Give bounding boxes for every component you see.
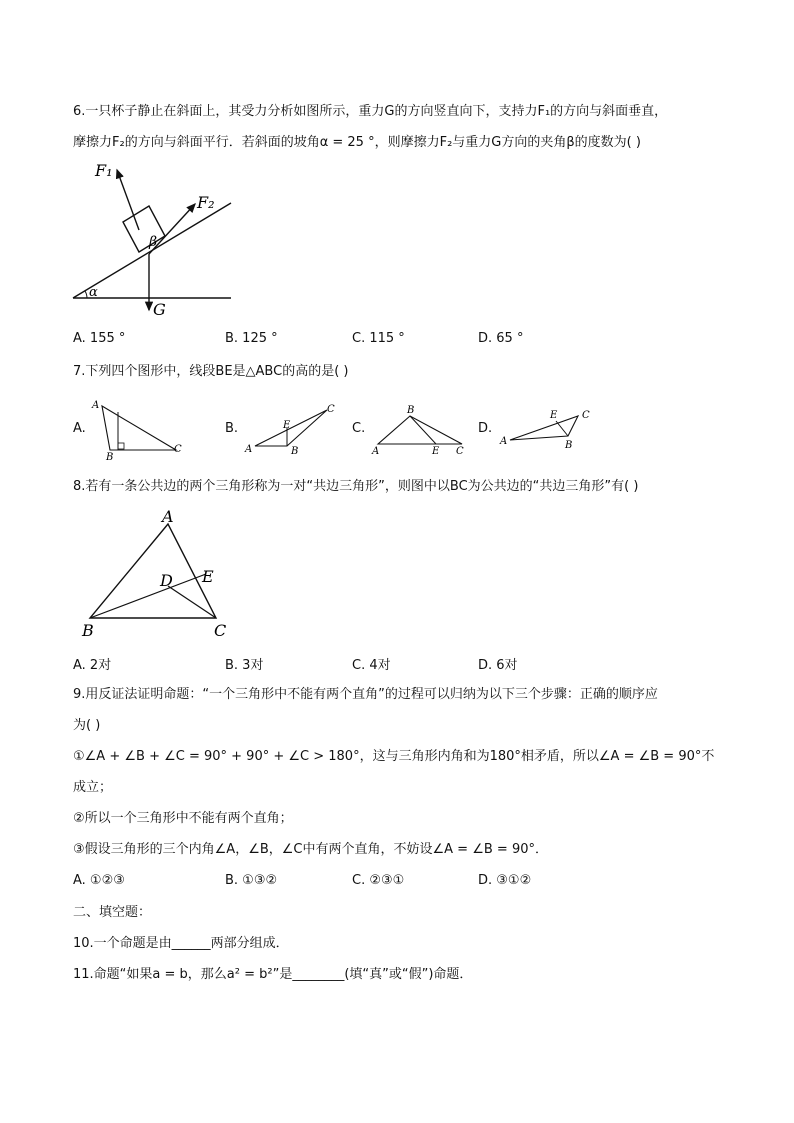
fig-a-label-b: B	[106, 452, 114, 463]
angle-alpha-arc	[85, 291, 87, 298]
fig-d-label-c: C	[582, 410, 590, 421]
q9-text-line2: 为( )	[73, 718, 101, 733]
q9-options	[73, 873, 723, 891]
q6-options	[73, 331, 723, 349]
fig-d-label-b: B	[565, 440, 573, 451]
q9-option-a[interactable]: A. ①②③	[73, 873, 125, 888]
q9-step1-line2: 成立；	[73, 780, 113, 795]
q6-incline-figure	[73, 160, 243, 320]
label-f1: F₁	[95, 161, 113, 180]
q6-text-line2: 摩擦力F₂的方向与斜面平行．若斜面的坡角α = 25 °，则摩擦力F₂与重力G方向的夹角β的度数为( )	[73, 135, 641, 150]
q7-option-d[interactable]: D.	[478, 421, 493, 436]
label-beta: β	[149, 234, 158, 250]
q10-text: 10.一个命题是由______两部分组成．	[73, 936, 289, 951]
fig-c-label-e: E	[432, 446, 440, 457]
q7-option-b[interactable]: B.	[225, 421, 239, 436]
q7-option-a[interactable]: A.	[73, 421, 86, 436]
fig-c-label-a: A	[372, 446, 380, 457]
q9-step3: ③假设三角形的三个内角∠A，∠B，∠C中有两个直角，不妨设∠A = ∠B = 90°．	[73, 842, 548, 857]
q9-step1-line1: ①∠A + ∠B + ∠C = 90° + 90° + ∠C > 180°，这与三角形内角和为180°相矛盾，所以∠A = ∠B = 90°不	[73, 749, 715, 764]
fig-b-label-e: E	[283, 420, 291, 431]
q8-option-b[interactable]: B. 3对	[225, 658, 264, 673]
q8-label-c: C	[214, 621, 227, 640]
fig-b-label-b: B	[291, 446, 299, 457]
q9-option-d[interactable]: D. ③①②	[478, 873, 532, 888]
q8-label-a: A	[162, 507, 174, 526]
fig-d-label-e: E	[550, 410, 558, 421]
q8-triangle-figure	[80, 507, 250, 640]
q7-figure-b	[245, 402, 345, 462]
q7-option-c[interactable]: C.	[352, 421, 366, 436]
q8-text: 8.若有一条公共边的两个三角形称为一对“共边三角形”，则图中以BC为公共边的“共边三角形”有( )	[73, 479, 639, 494]
arrow-f1	[117, 170, 139, 230]
q8-options	[73, 654, 723, 672]
q6-option-d[interactable]: D. 65 °	[478, 331, 524, 346]
q6-option-c[interactable]: C. 115 °	[352, 331, 405, 346]
q7-figure-d	[498, 402, 598, 462]
q8-label-e: E	[202, 567, 214, 586]
q6-option-a[interactable]: A. 155 °	[73, 331, 126, 346]
q8-option-c[interactable]: C. 4对	[352, 658, 391, 673]
cup-block	[123, 206, 165, 252]
fig-b-label-c: C	[327, 404, 335, 415]
q9-text-line1: 9.用反证法证明命题：“一个三角形中不能有两个直角”的过程可以归纳为以下三个步骤：正确的顺序应	[73, 687, 658, 702]
q7-figure-a	[88, 398, 188, 463]
fig-c-label-c: C	[456, 446, 464, 457]
q9-option-b[interactable]: B. ①③②	[225, 873, 278, 888]
q8-label-b: B	[82, 621, 94, 640]
q8-label-d: D	[160, 571, 173, 590]
q8-option-d[interactable]: D. 6对	[478, 658, 518, 673]
fig-a-label-c: C	[174, 444, 182, 455]
q7-text: 7.下列四个图形中，线段BE是△ABC的高的是( )	[73, 364, 349, 379]
q6-text-line1: 6.一只杯子静止在斜面上，其受力分析如图所示，重力G的方向竖直向下，支持力F₁的方向与斜面垂直，	[73, 104, 668, 119]
q7-figure-c	[370, 402, 470, 462]
fig-a-label-a: A	[92, 400, 100, 411]
label-f2: F₂	[197, 193, 215, 212]
q9-option-c[interactable]: C. ②③①	[352, 873, 405, 888]
fig-d-label-a: A	[500, 436, 508, 447]
fig-c-label-b: B	[407, 405, 415, 416]
fig-b-label-a: A	[245, 444, 253, 455]
label-g: G	[153, 300, 166, 319]
section-fill-in-title: 二、填空题：	[73, 905, 152, 920]
q11-text: 11.命题“如果a = b，那么a² = b²”是________(填“真”或“假”)命题．	[73, 967, 473, 982]
q9-step2: ②所以一个三角形中不能有两个直角；	[73, 811, 293, 826]
q8-option-a[interactable]: A. 2对	[73, 658, 112, 673]
label-alpha: α	[89, 285, 98, 300]
q6-option-b[interactable]: B. 125 °	[225, 331, 278, 346]
